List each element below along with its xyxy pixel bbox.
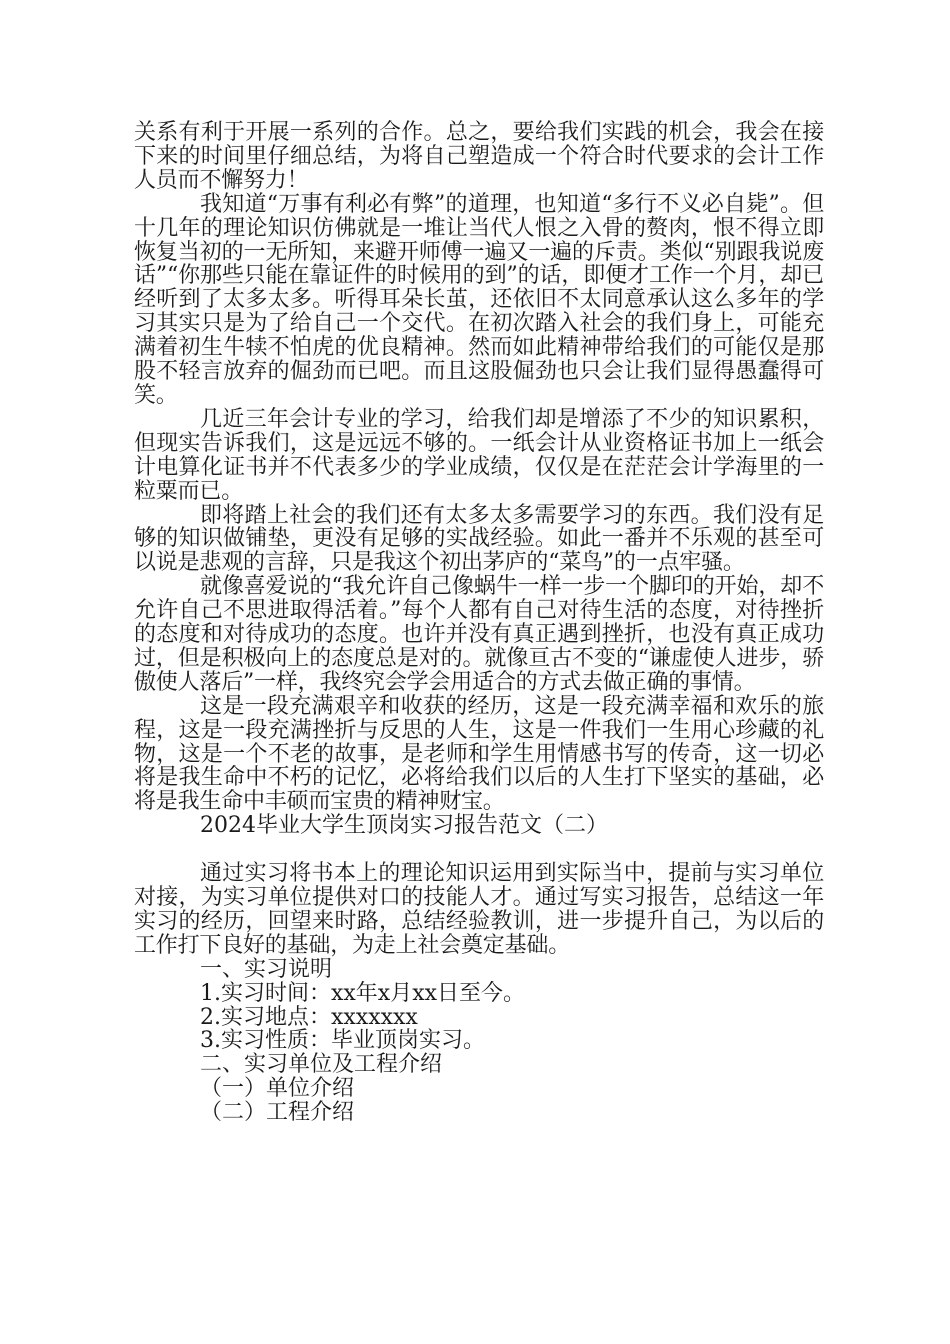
outline-heading: 一、实习说明 [200,956,333,982]
paragraph: 就像喜爱说的“我允许自己像蜗牛一样一步一个脚印的开始，却不允许自己不思进取得活着。”每个人都有自己对待生活的态度，对待挫折的态度和对待成功的态度。也许并没有真正遇到挫折，也没有真正成功过，但是积极向上的态度总是对的。就像亘古不变的“谦虚使人进步，骄傲使人落后”一样，我终究会学会用适合的方式去做正确的事情。 [134,574,824,695]
outline-item: 2.实习地点：xxxxxxx [200,1004,418,1030]
outline-subitem: （一）单位介绍 [200,1076,355,1102]
document-page [134,121,824,1125]
intro-paragraph: 通过实习将书本上的理论知识运用到实际当中，提前与实习单位对接，为实习单位提供对口的技能人才。通过写实习报告，总结这一年实习的经历，回望来时路，总结经验教训，进一步提升自己，为以后的工作打下良好的基础，为走上社会奠定基础。 [134,861,824,958]
outline-item: 3.实习性质：毕业顶岗实习。 [200,1028,485,1054]
paragraph: 即将踏上社会的我们还有太多太多需要学习的东西。我们没有足够的知识做铺垫，更没有足够的实战经验。如此一番并不乐观的甚至可以说是悲观的言辞，只是我这个初出茅庐的“菜鸟”的一点牢骚。 [134,502,824,576]
paragraph: 几近三年会计专业的学习，给我们却是增添了不少的知识累积，但现实告诉我们，这是远远不够的。一纸会计从业资格证书加上一纸会计电算化证书并不代表多少的学业成绩，仅仅是在茫茫会计学海里的一粒粟而已。 [134,406,824,504]
outline-subitem: （二）工程介绍 [200,1100,355,1126]
paragraph: 我知道“万事有利必有弊”的道理，也知道“多行不义必自毙”。但十几年的理论知识仿佛就是一堆让当代人恨之入骨的赘肉，恨不得立即恢复当初的一无所知，来避开师傅一遍又一遍的斥责。类似“别跟我说废话”“你那些只能在靠证件的时候用的到”的话，即便才工作一个月，却已经听到了太多太多。听得耳朵长茧，还依旧不太同意承认这么多年的学习其实只是为了给自己一个交代。在初次踏入社会的我们身上，可能充满着初生牛犊不怕虎的优良精神。然而如此精神带给我们的可能仅是那股不轻言放弃的倔劲而已吧。而且这股倔劲也只会让我们显得愚蠢得可笑。 [134,191,824,408]
paragraph-continuation: 关系有利于开展一系列的合作。总之，要给我们实践的机会，我会在接下来的时间里仔细总结，为将自己塑造成一个符合时代要求的会计工作人员而不懈努力！ [134,120,824,193]
outline-heading: 二、实习单位及工程介绍 [200,1052,443,1078]
paragraph: 这是一段充满艰辛和收获的经历，这是一段充满幸福和欢乐的旅程，这是一段充满挫折与反思的人生，这是一件我们一生用心珍藏的礼物，这是一个不老的故事，是老师和学生用情感书写的传奇，这一切必将是我生命中不朽的记忆，必将给我们以后的人生打下坚实的基础，必将是我生命中丰硕而宝贵的精神财宝。 [134,693,824,815]
blank-line [134,838,824,862]
section-title: 2024毕业大学生顶岗实习报告范文（二） [200,813,608,839]
outline-item: 1.实习时间：xx年x月xx日至今。 [200,980,526,1006]
